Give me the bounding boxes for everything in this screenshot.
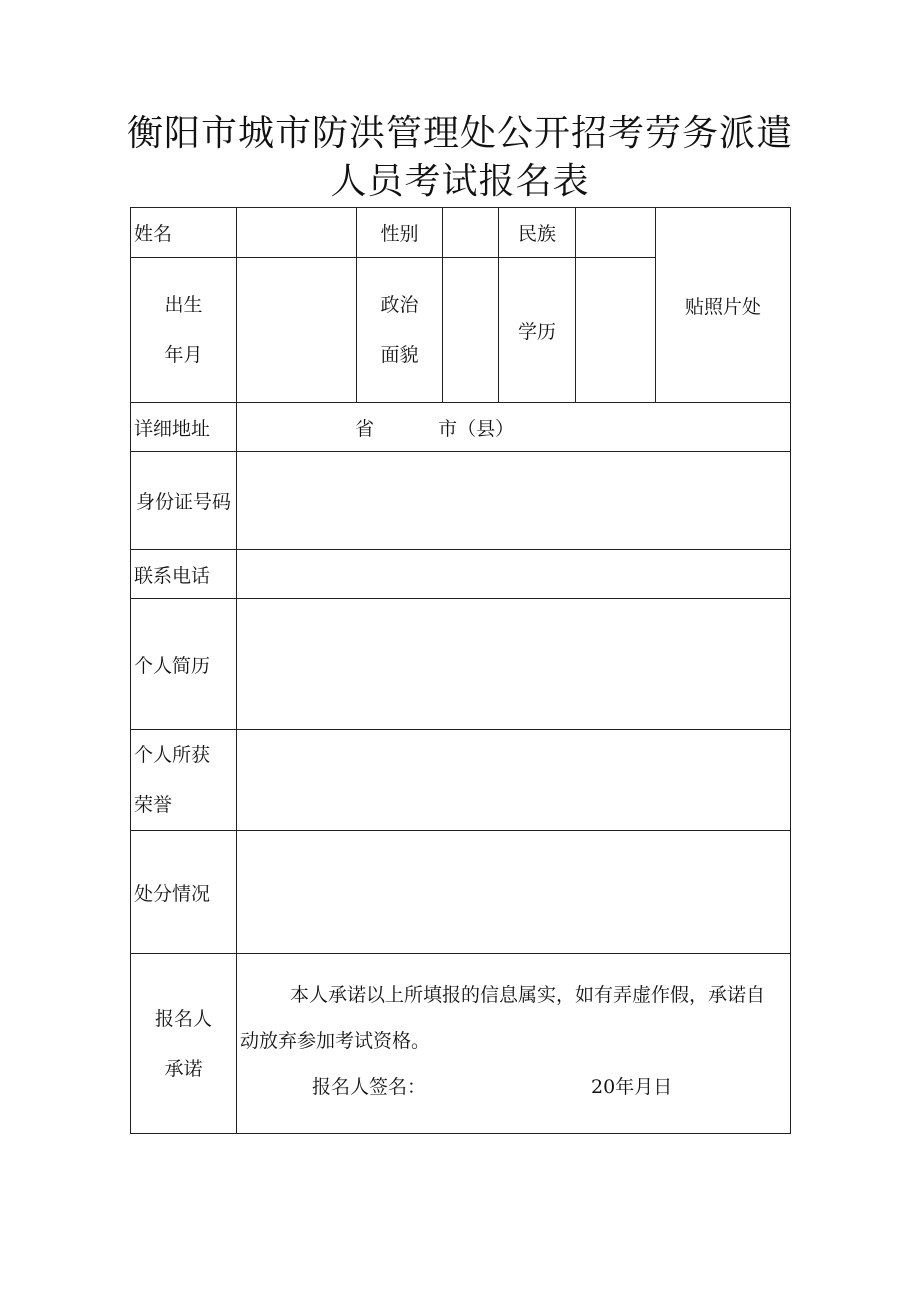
- honors-label-line-1: 个人所获: [134, 744, 211, 766]
- honors-label-line-2: 荣誉: [134, 794, 173, 816]
- honors-label: [131, 730, 237, 831]
- pledge-label: [131, 954, 237, 1134]
- signature-label: 报名人签名：: [312, 1076, 427, 1098]
- resume-label: 个人简历: [131, 599, 237, 730]
- phone-field[interactable]: [237, 550, 791, 599]
- gender-field[interactable]: [443, 208, 499, 258]
- birth-label: [131, 258, 237, 403]
- id-number-label: 身份证号码: [131, 452, 237, 550]
- honors-field[interactable]: [237, 730, 791, 831]
- name-field[interactable]: [237, 208, 357, 258]
- signature-row: [240, 1064, 788, 1110]
- political-label-line-2: 面貌: [380, 344, 419, 366]
- registration-form-table: [130, 207, 791, 1134]
- pledge-cell: [237, 954, 791, 1134]
- discipline-field[interactable]: [237, 831, 791, 954]
- resume-field[interactable]: [237, 599, 791, 730]
- id-number-field[interactable]: [237, 452, 791, 550]
- form-title-line-1: 衡阳市城市防洪管理处公开招考劳务派遣: [126, 113, 793, 154]
- birth-label-line-1: 出生: [164, 294, 203, 316]
- address-city-label: 市（县）: [438, 417, 515, 440]
- gender-label: 性别: [357, 208, 443, 258]
- photo-placeholder[interactable]: [656, 208, 791, 403]
- discipline-label: 处分情况: [131, 831, 237, 954]
- photo-label: 贴照片处: [684, 295, 761, 318]
- phone-label: 联系电话: [131, 550, 237, 599]
- political-field[interactable]: [443, 258, 499, 403]
- political-label: [357, 258, 443, 403]
- form-title-line-2: 人员考试报名表: [330, 161, 590, 202]
- signature-date: 20年月日: [591, 1076, 673, 1098]
- ethnicity-field[interactable]: [576, 208, 656, 258]
- address-label: 详细地址: [131, 403, 237, 452]
- education-field[interactable]: [576, 258, 656, 403]
- pledge-text-line-2: 动放弃参加考试资格。: [240, 1030, 431, 1052]
- birth-label-line-2: 年月: [164, 344, 203, 366]
- pledge-label-line-1: 报名人: [154, 1007, 212, 1030]
- pledge-label-line-2: 承诺: [164, 1057, 203, 1080]
- political-label-line-1: 政治: [380, 294, 419, 316]
- ethnicity-label: 民族: [499, 208, 576, 258]
- pledge-text-line-1: 本人承诺以上所填报的信息属实，如有弄虚作假，承诺自: [290, 984, 766, 1006]
- address-field[interactable]: [237, 403, 791, 452]
- address-province-label: 省: [355, 417, 375, 440]
- birth-field[interactable]: [237, 258, 357, 403]
- name-label: 姓名: [131, 208, 237, 258]
- education-label: 学历: [499, 258, 576, 403]
